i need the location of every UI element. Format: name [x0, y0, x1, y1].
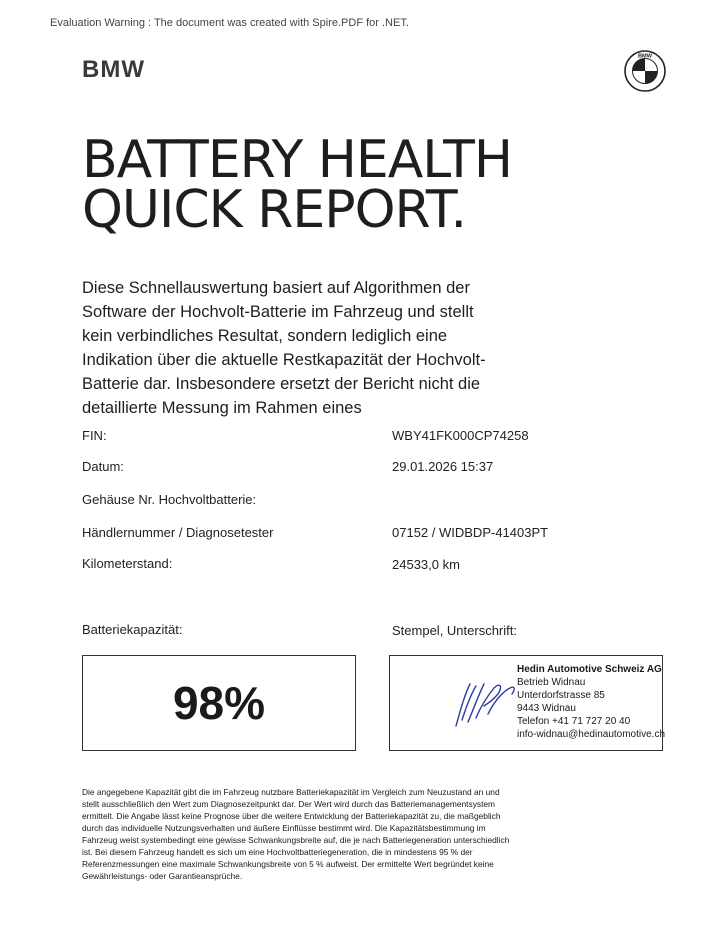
stamp-branch: Betrieb Widnau	[517, 677, 586, 688]
mileage-value: 24533,0 km	[392, 557, 460, 572]
stamp-city: 9443 Widnau	[517, 703, 576, 714]
title-line-1: BATTERY HEALTH	[82, 130, 512, 190]
stamp-company: Hedin Automotive Schweiz AG	[517, 664, 662, 675]
bmw-logo-icon	[624, 50, 666, 92]
capacity-label: Batteriekapazität:	[82, 622, 183, 637]
stamp-street: Unterdorfstrasse 85	[517, 690, 605, 701]
stamp-email: info-widnau@hedinautomotive.ch	[517, 729, 666, 740]
report-title	[82, 130, 512, 240]
capacity-box	[82, 655, 356, 751]
dealer-value: 07152 / WIDBDP-41403PT	[392, 525, 549, 540]
logo-letters: BMW	[638, 53, 652, 60]
signature-mark	[448, 672, 524, 732]
evaluation-warning: Evaluation Warning : The document was created with Spire.PDF for .NET.	[50, 17, 409, 29]
mileage-label: Kilometerstand:	[82, 556, 173, 571]
capacity-value: 98%	[172, 677, 266, 729]
date-label: Datum:	[82, 459, 124, 474]
dealer-label: Händlernummer / Diagnosetester	[82, 525, 274, 540]
stamp-phone: Telefon +41 71 727 20 40	[517, 716, 631, 727]
brand-wordmark: BMW	[82, 56, 145, 83]
intro-paragraph: Diese Schnellauswertung basiert auf Algorithmen der Software der Hochvolt-Batterie im Fahrzeug und stellt kein verbindliches Resultat, sondern lediglich eine Indikation über die aktuelle Restkapazität der Hochvolt-Batterie dar. Insbesondere ersetzt der Bericht nicht die detaillierte Messung im Rahmen eines	[82, 279, 486, 417]
date-value: 29.01.2026 15:37	[392, 459, 494, 474]
fin-value: WBY41FK000CP74258	[392, 428, 529, 443]
disclaimer-footnote: Die angegebene Kapazität gibt die im Fahrzeug nutzbare Batteriekapazität im Vergleich zum Neuzustand an und stellt ausschließlich den Wert zum Diagnosezeitpunkt dar. Der Wert wird durch das Batteriemanagementsystem ermittelt. Die Angabe lässt keine Prognose über die weitere Entwicklung der Batteriekapazität zu, die maßgeblich durch das individuelle Nutzungsverhalten und äußere Einflüsse bestimmt wird. Die Kapazitätsbestimmung im Fahrzeug weist systembedingt eine gewisse Schwankungsbreite auf, die je nach Batteriegeneration unterschiedlich ist. Bei diesem Fahrzeug handelt es sich um eine Hochvoltbatteriegeneration, die in mindestens 95 % der Referenzmessungen eine maximale Schwankungsbreite von 5 % aufweist. Der ermittelte Wert begründet keine Gewährleistungs- oder Garantieansprüche.	[82, 787, 510, 881]
housing-label: Gehäuse Nr. Hochvoltbatterie:	[82, 492, 257, 507]
title-line-2: QUICK REPORT.	[82, 180, 467, 240]
dealer-stamp	[517, 663, 665, 741]
fin-label: FIN:	[82, 428, 107, 443]
stamp-label: Stempel, Unterschrift:	[392, 623, 517, 638]
